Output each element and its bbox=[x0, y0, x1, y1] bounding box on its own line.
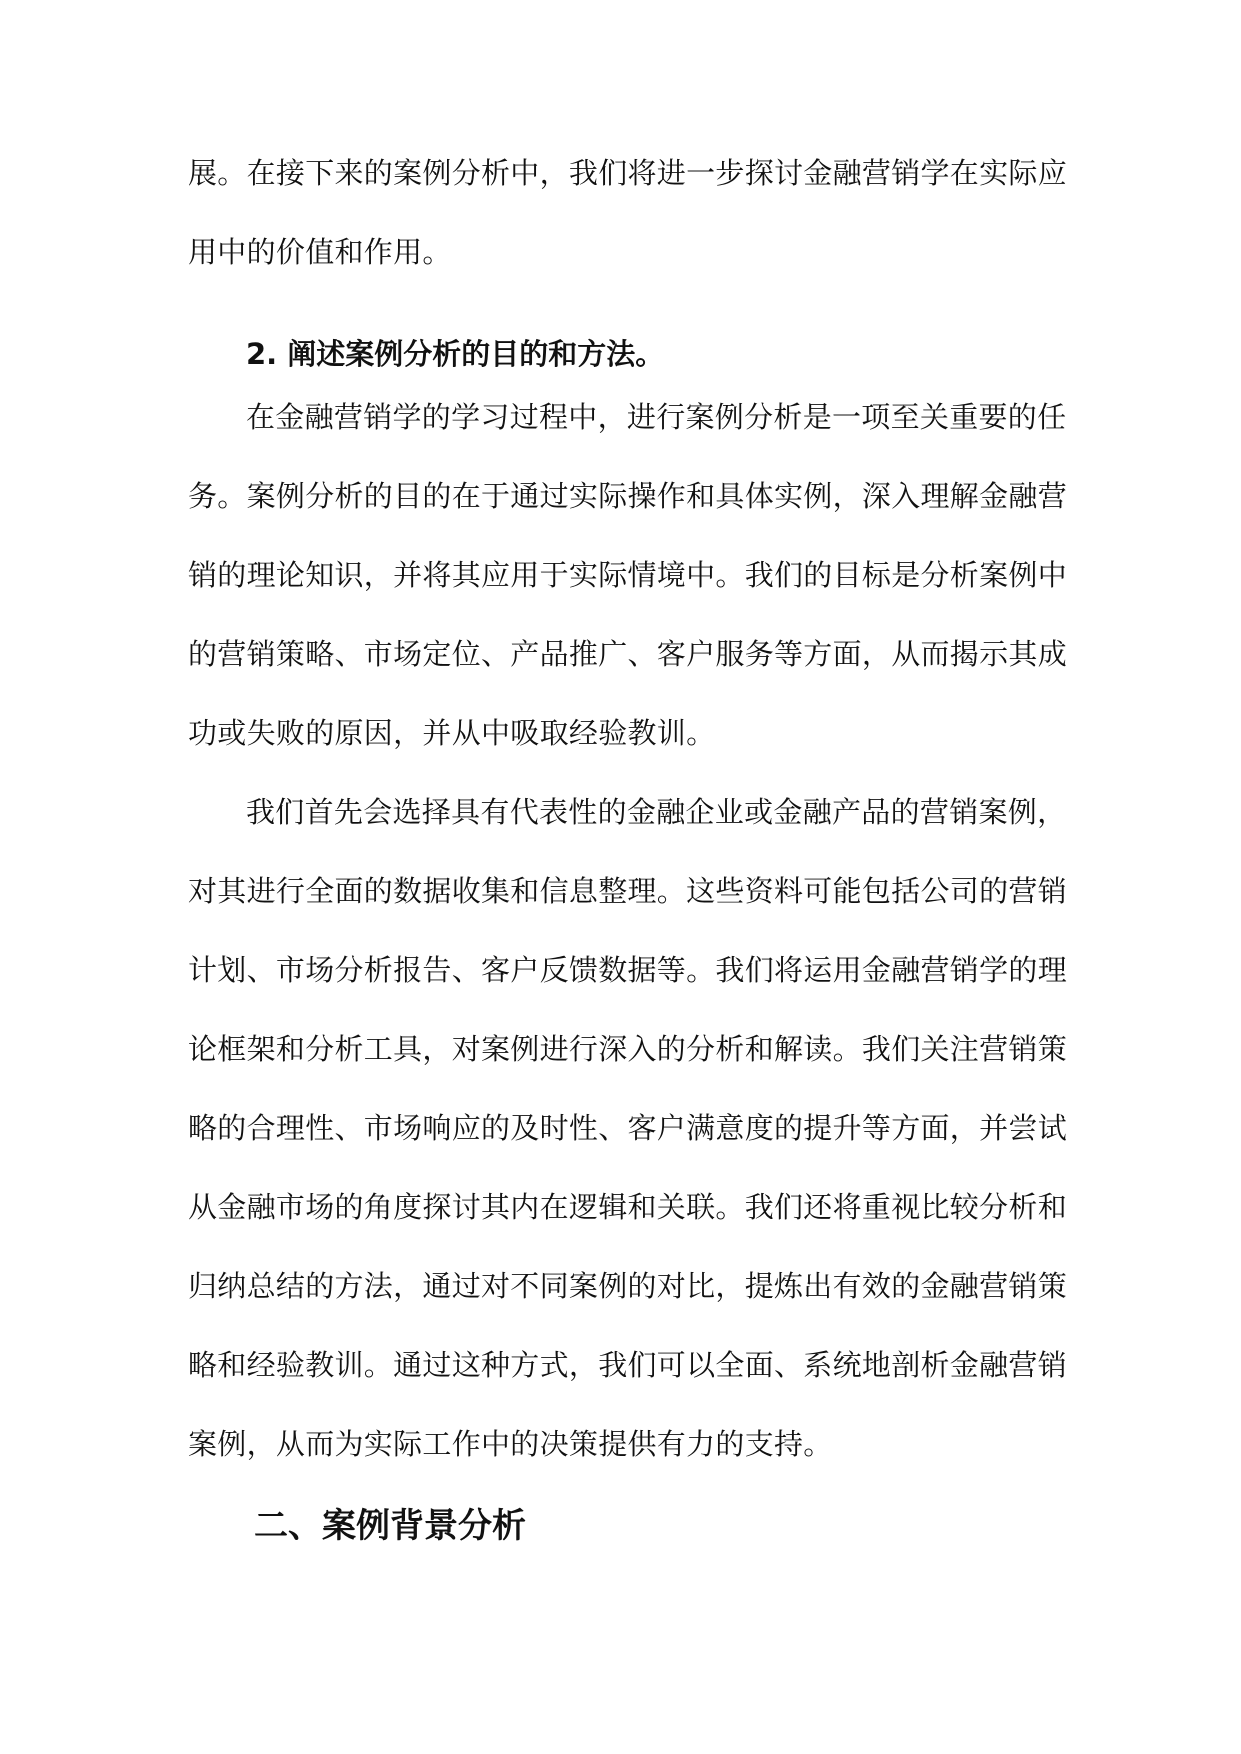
para2-line-5: 略的合理性、市场响应的及时性、客户满意度的提升等方面，并尝试 bbox=[188, 1111, 1068, 1145]
para1-line-1: 在金融营销学的学习过程中，进行案例分析是一项至关重要的任 bbox=[246, 400, 1067, 434]
para1-line-5: 功或失败的原因，并从中吸取经验教训。 bbox=[188, 716, 716, 750]
para1-line-3: 销的理论知识，并将其应用于实际情境中。我们的目标是分析案例中 bbox=[188, 558, 1068, 592]
para2-line-6: 从金融市场的角度探讨其内在逻辑和关联。我们还将重视比较分析和 bbox=[188, 1190, 1068, 1224]
para2-line-3: 计划、市场分析报告、客户反馈数据等。我们将运用金融营销学的理 bbox=[188, 953, 1068, 987]
section-heading: 2. 阐述案例分析的目的和方法。 bbox=[246, 337, 665, 371]
intro-line-2: 用中的价值和作用。 bbox=[188, 235, 452, 269]
para1-line-2: 务。案例分析的目的在于通过实际操作和具体实例，深入理解金融营 bbox=[188, 479, 1068, 513]
para2-line-7: 归纳总结的方法，通过对不同案例的对比，提炼出有效的金融营销策 bbox=[188, 1269, 1068, 1303]
para2-line-8: 略和经验教训。通过这种方式，我们可以全面、系统地剖析金融营销 bbox=[188, 1348, 1068, 1382]
para1-line-4: 的营销策略、市场定位、产品推广、客户服务等方面，从而揭示其成 bbox=[188, 637, 1068, 671]
para2-line-2: 对其进行全面的数据收集和信息整理。这些资料可能包括公司的营销 bbox=[188, 874, 1068, 908]
intro-line-1: 展。在接下来的案例分析中，我们将进一步探讨金融营销学在实际应 bbox=[188, 156, 1068, 190]
para2-line-1: 我们首先会选择具有代表性的金融企业或金融产品的营销案例， bbox=[246, 795, 1067, 829]
para2-line-9: 案例，从而为实际工作中的决策提供有力的支持。 bbox=[188, 1427, 833, 1461]
para2-line-4: 论框架和分析工具，对案例进行深入的分析和解读。我们关注营销策 bbox=[188, 1032, 1068, 1066]
chapter-heading: 二、案例背景分析 bbox=[254, 1506, 526, 1546]
